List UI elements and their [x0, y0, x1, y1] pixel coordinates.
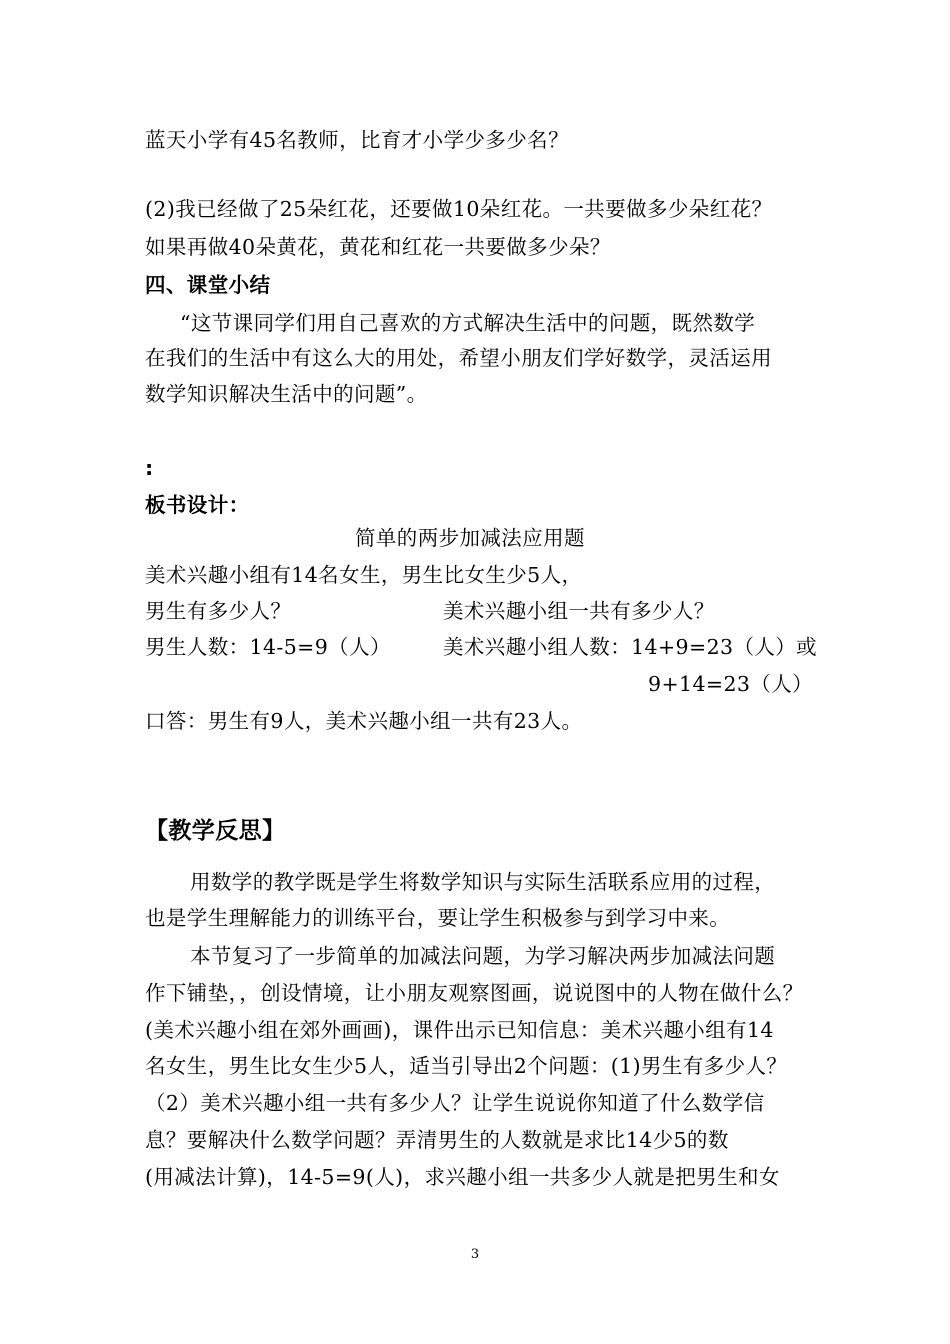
text-line: 名女生，男生比女生少5人，适当引导出2个问题：(1)男生有多少人？	[145, 1054, 788, 1078]
text-line: 男生有多少人？	[145, 599, 292, 623]
text-line: 美术兴趣小组一共有多少人？	[443, 599, 715, 623]
text-line: (用减法计算)，14-5=9(人)，求兴趣小组一共多少人就是把男生和女	[145, 1165, 780, 1189]
stray-mark: :	[145, 456, 154, 480]
text-line: 也是学生理解能力的训练平台，要让学生积极参与到学习中来。	[145, 906, 731, 930]
section-heading-summary: 四、课堂小结	[145, 273, 271, 297]
section-heading-board: 板书设计：	[145, 493, 250, 517]
text-line: 本节复习了一步简单的加减法问题，为学习解决两步加减法问题	[190, 944, 776, 968]
text-line: 数学知识解决生活中的问题”。	[145, 382, 428, 406]
page-number: 3	[470, 1247, 480, 1262]
text-line: 口答：男生有9人，美术兴趣小组一共有23人。	[145, 709, 583, 733]
section-heading-reflection: 【教学反思】	[145, 818, 286, 844]
text-line: “这节课同学们用自己喜欢的方式解决生活中的问题，既然数学	[180, 311, 756, 335]
text-line: 美术兴趣小组人数：14+9=23（人）或	[443, 635, 818, 659]
text-line: 如果再做40朵黄花，黄花和红花一共要做多少朵？	[145, 235, 611, 259]
text-line: 男生人数：14-5=9（人）	[145, 635, 391, 659]
text-line: 9+14=23（人）	[648, 672, 814, 696]
text-line: 作下铺垫，，创设情境，让小朋友观察图画，说说图中的人物在做什么？	[145, 981, 804, 1005]
text-line: (美术兴趣小组在郊外画画)，课件出示已知信息：美术兴趣小组有14	[145, 1018, 774, 1042]
text-line: 用数学的教学既是学生将数学知识与实际生活联系应用的过程，	[190, 870, 776, 894]
text-line: 息？要解决什么数学问题？弄清男生的人数就是求比14少5的数	[145, 1128, 729, 1152]
text-line: (2)我已经做了25朵红花，还要做10朵红花。一共要做多少朵红花？	[145, 197, 773, 221]
text-line: 在我们的生活中有这么大的用处，希望小朋友们学好数学，灵活运用	[145, 346, 772, 370]
board-title: 简单的两步加减法应用题	[355, 526, 585, 550]
text-line: 美术兴趣小组有14名女生，男生比女生少5人，	[145, 563, 583, 587]
text-line: （2）美术兴趣小组一共有多少人？让学生说说你知道了什么数学信	[145, 1091, 765, 1115]
text-line: 蓝天小学有45名教师，比育才小学少多少名？	[145, 128, 569, 152]
